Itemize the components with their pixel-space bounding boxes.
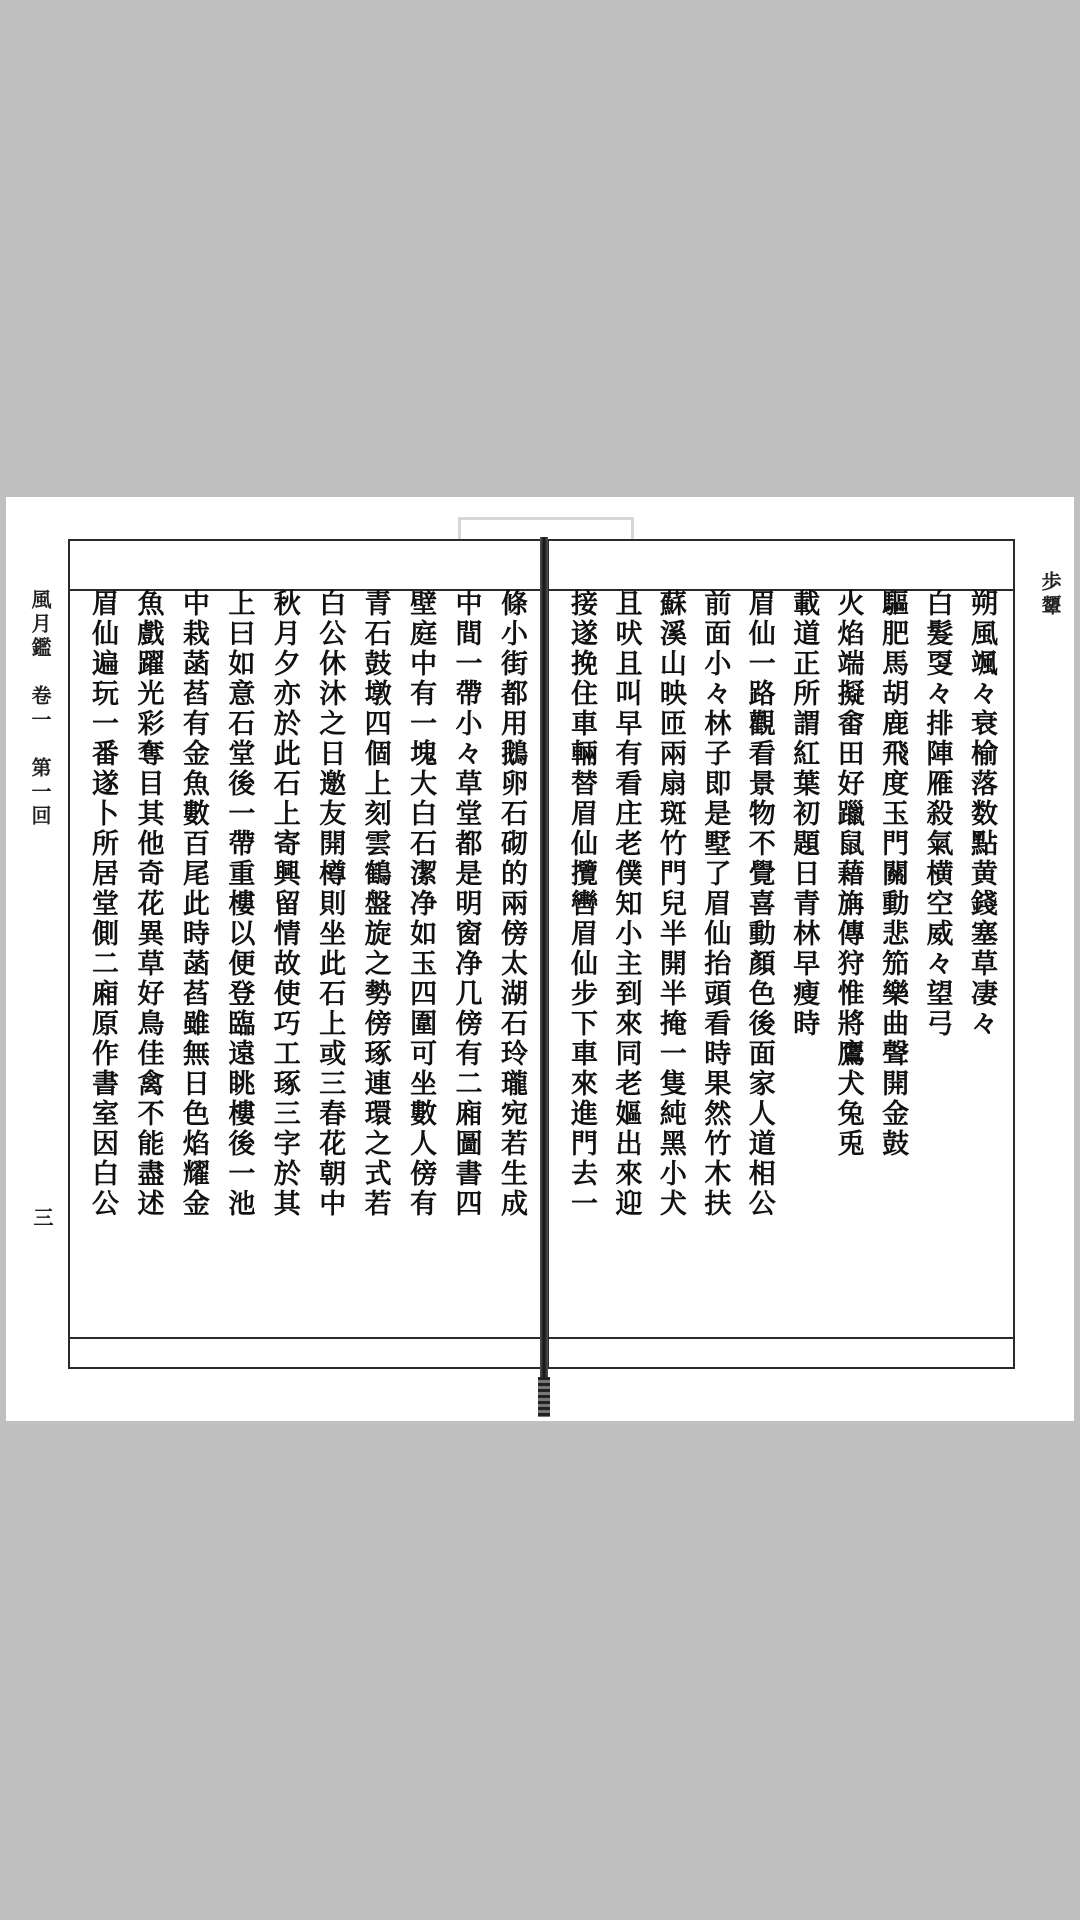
text-column: 秋月夕亦於此石上寄興留情故使巧工琢三字於其: [268, 589, 300, 1219]
text-column: 壁庭中有一塊大白石潔净如玉四圍可坐數人傍有: [405, 589, 437, 1219]
left-page-header: [70, 541, 543, 591]
spine-tab: [538, 1377, 550, 1417]
text-column: 魚戲躍光彩奪目其他奇花異草好鳥佳禽不能盡述: [132, 589, 164, 1219]
text-column: 蘇溪山映匝兩扇斑竹門兒半開半掩一隻純黑小犬: [654, 589, 686, 1219]
text-column: 中間一帶小々草堂都是明窗净几傍有二廂圖書四: [450, 589, 482, 1219]
text-column: 接遂挽住車輛替眉仙攬轡眉仙步下車來進門去一: [566, 589, 597, 1219]
text-column: 且吠且叫早有看庄老僕知小主到來同老嫗出來迎: [610, 589, 642, 1219]
left-page: [68, 539, 545, 1369]
right-page-header: [549, 541, 1013, 591]
volume-chapter-label: 風月鑑 卷一 第一回: [28, 589, 52, 829]
right-page-text: [557, 589, 1005, 1339]
folio-number: 三: [30, 1207, 54, 1231]
text-column: 眉仙遍玩一番遂卜所居堂側二廂原作書室因白公: [87, 589, 118, 1219]
text-column: 朔風颯々衰榆落数點黄錢塞草凄々: [965, 589, 997, 1039]
scanned-book-spread: [6, 497, 1074, 1421]
text-column: 青石鼓墩四個上刻雲鶴盤旋之勢傍琢連環之式若: [359, 589, 391, 1219]
left-page-text: [78, 589, 535, 1339]
right-margin-label: 歩顰: [1038, 571, 1062, 619]
right-page: [547, 539, 1015, 1369]
text-column: 中栽菡萏有金魚數百尾此時菡萏雖無日色焰耀金: [177, 589, 209, 1219]
left-page-footer: [70, 1337, 543, 1367]
book-spine: [540, 537, 548, 1409]
text-column: 條小街都用鵝卵石砌的兩傍太湖石玲瓏宛若生成: [495, 589, 527, 1219]
text-column: 眉仙一路觀看景物不覺喜動顏色後面家人道相公: [743, 589, 775, 1219]
text-column: 驅肥馬胡鹿飛度玉門關動悲笳樂曲聲開金鼓: [877, 589, 909, 1159]
text-column: 白髮㪅々排陣雁殺氣横空威々望弓: [921, 589, 953, 1039]
text-column: 上曰如意石堂後一帶重樓以便登臨遠眺樓後一池: [223, 589, 255, 1219]
text-column: 載道正所謂紅葉初題日青林早瘦時: [788, 589, 820, 1039]
text-column: 前面小々林子即是墅了眉仙抬頭看時果然竹木扶: [699, 589, 731, 1219]
text-column: 火焰端擬畬田好躐鼠藉㫋傳狩惟將鷹犬兔兎: [832, 589, 864, 1159]
right-page-footer: [549, 1337, 1013, 1367]
text-column: 白公休沐之日邀友開樽則坐此石上或三春花朝中: [314, 589, 346, 1219]
